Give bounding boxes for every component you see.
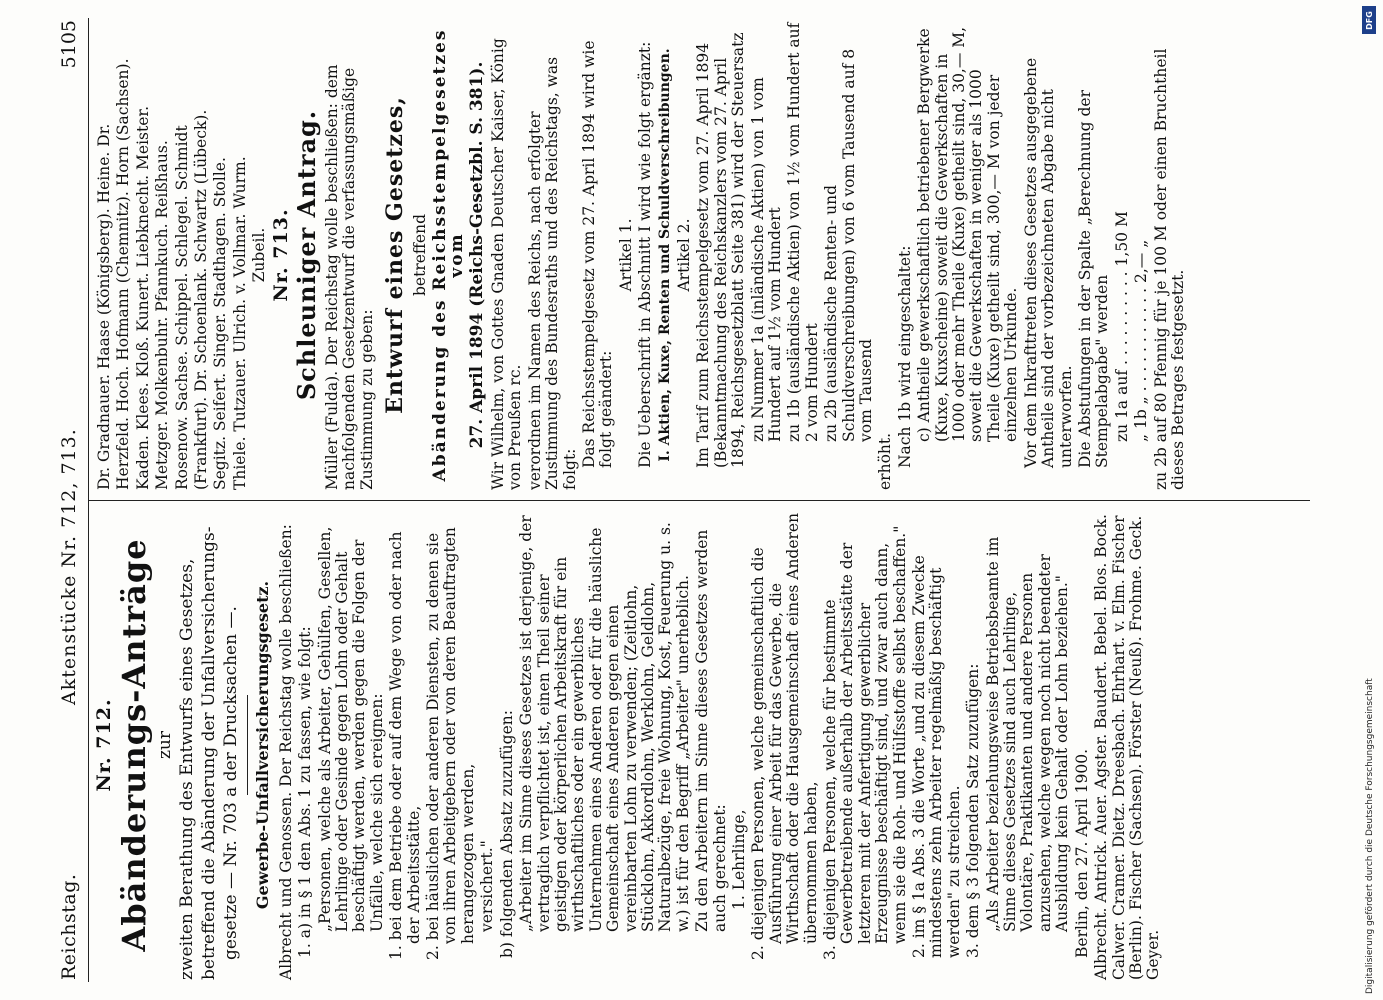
paragraph-1b: b) folgenden Absatz zuzufügen:: [497, 710, 516, 958]
vor-dem-line: Vor dem Inkrafttreten dieses Gesetzes ausgegebene Antheile sind der vorbezeichneten Abgabe nicht unterworfen.: [1021, 57, 1075, 468]
signatories-712: Albrecht. Antrick. Auer. Agster. Baudert. Bebel. Blos. Bock. Calwer. Cramer. Dietz. Dreesbach. Ehrhart. v. Elm. Fischer (Berlin). Fischer (Sachsen). Förster (Neuß). Frohme. Geck. Geyer.: [1092, 514, 1163, 980]
digitization-credit: Digitalisierung gefördert durch die Deutsche Forschungsgemeinschaft: [1365, 678, 1375, 994]
amendment-title: Abänderungs-Anträge: [115, 538, 154, 952]
motion-intro: Albrecht und Genossen. Der Reichstag wolle beschließen:: [276, 524, 295, 980]
dfg-logo: [1362, 6, 1376, 34]
muller-intro: Müller (Fulda). Der Reichstag wolle beschließen: dem nachfolgenden Gesetzentwurf die verfassungsmäßige Zustimmung zu geben:: [323, 64, 376, 490]
title-rule: [247, 695, 248, 795]
paragraph-3-text: „Als Arbeiter beziehungsweise Betriebsbeamte im Sinne dieses Gesetzes sind auch Lehrlinge, Volontäre, Praktikanten und andere Personen anzusehen, welche wegen noch nicht beendeter Ausbildung kein Gehalt oder Lohn beziehen.": [983, 536, 1072, 932]
names-line-7: Segitz. Seifert. Singer. Stadthagen. Stolle.: [211, 157, 230, 490]
column-divider: [88, 500, 1310, 501]
names-line-4: Metzger. Molkenbuhr. Pfannkuch. Reißhaus.: [153, 140, 172, 490]
artikel-2-item-3: zu 2b (ausländische Renten- und Schuldverschreibungen) von 6 vom Tausend auf 8 vom Tausend: [822, 48, 876, 442]
paragraph-1b-item3: 3. diejenigen Personen, welche für bestimmte Gewerbetreibende außerhalb der Arbeitsstätte der letzteren mit der Anfertigung gewerblicher Erzeugnisse beschäftigt sind, und zwar auch dann, wenn sie die Roh- und Hülfsstoffe selbst beschaffen.": [821, 525, 909, 960]
doc-number-712: Nr. 712.: [93, 698, 115, 792]
names-line-9: Zubeil.: [250, 227, 269, 283]
names-line-1: Dr. Gradnauer. Haase (Königsberg). Heine. Dr.: [95, 123, 113, 490]
paragraph-1a-end: versichert.": [478, 840, 497, 932]
zur-label: zur: [155, 730, 176, 760]
page-number: 5105: [58, 20, 80, 69]
artikel-1-heading: Artikel 1.: [616, 218, 635, 292]
header-middle: Aktenstücke Nr. 712, 713.: [58, 428, 80, 705]
header-left: Reichstag.: [58, 873, 80, 980]
draft-law-title: Entwurf eines Gesetzes,: [382, 96, 409, 414]
betreffend-label: betreffend: [411, 214, 430, 296]
urgent-motion-title: Schleuniger Antrag.: [292, 109, 322, 401]
section-heading: Gewerbe-Unfallversicherungsgesetz.: [253, 580, 273, 910]
rate-1b: „ 1b „ . . . . . . . . . . . 2,— „: [1132, 239, 1151, 442]
das-gesetz-line: Das Reichsstempelgesetz vom 27. April 1894 wird wie folgt geändert:: [579, 40, 616, 468]
rate-1a: zu 1a auf . . . . . . . . . . 1,50 M: [1112, 211, 1131, 442]
paragraph-1a-text: „Personen, welche als Arbeiter, Gehülfen, Gesellen, Lehrlinge oder Gesinde gegen Lohn oder Gehalt beschäftigt werden, werden gegen die Folgen der Unfälle, welche sich ereignen:: [315, 526, 386, 932]
subtitle-line-2: betreffend die Abänderung der Unfallversicherungs-: [199, 526, 220, 980]
paragraph-1b-item1: 1. Lehrlinge,: [729, 809, 748, 910]
page-header: [58, 20, 82, 980]
names-line-6: (Frankfurt). Dr. Schoenlank. Schwartz (Lübeck).: [192, 109, 211, 490]
wilhelm-line: Wir Wilhelm, von Gottes Gnaden Deutscher Kaiser, König von Preußen rc.: [488, 38, 525, 490]
verordnen-line: verordnen im Namen des Reichs, nach erfolgter Zustimmung des Bundesraths und des Reichstags, was folgt:: [525, 56, 579, 490]
amend-title-2: 27. April 1894 (Reichs-Gesetzbl. S. 381).: [466, 61, 487, 449]
paragraph-1a-item2: 2. bei häuslichen oder anderen Diensten, zu denen sie von ihren Arbeitgebern oder von deren Beauftragten herangezogen werden,: [424, 527, 477, 960]
subtitle-line-3: gesetze — Nr. 703 a der Drucksachen —.: [221, 606, 242, 960]
artikel-2-item-2: zu 1b (ausländische Aktien) von 1½ vom Hundert auf 2 vom Hundert: [785, 22, 821, 442]
amend-title-1: Abänderung des Reichsstempelgesetzes vom: [429, 28, 468, 482]
artikel-1-head: I. Aktien, Kuxe, Renten und Schuldverschreibungen.: [656, 48, 673, 462]
doc-number-713: Nr. 713.: [269, 208, 292, 302]
paragraph-2: 2. im § 1a Abs. 3 die Worte „und zu diesem Zwecke mindestens zehn Arbeiter regelmäßig beschäftigt werden" zu streichen.: [910, 555, 963, 958]
subtitle-line-1: zweiten Berathung des Entwurfs eines Gesetzes,: [177, 558, 198, 980]
names-line-3: Kaden. Klees. Kloß. Kunert. Liebknecht. Meister.: [133, 105, 152, 490]
right-column: [96, 20, 1189, 490]
paragraph-1a: 1. a) in § 1 den Abs. 1 zu fassen, wie folgt:: [296, 626, 315, 958]
date-line: Berlin, den 27. April 1900.: [1072, 748, 1091, 958]
item-c: c) Antheile gewerkschaftlich betriebener Bergwerke (Kuxe, Kuxscheine) soweit die Gewerkschaften in 1000 oder mehr Theile (Kuxe) getheilt sind, 30,— M, soweit die Gewerkschaften in weniger als 1000 Theile (Kuxe) getheilt sind, 300,— M von jeder einzelnen Urkunde.: [915, 26, 1021, 442]
erhoeht-line: erhöht.: [876, 432, 895, 490]
names-line-5: Rosenow. Sachse. Schippel. Schlegel. Schmidt: [172, 125, 191, 490]
paragraph-1b-also: Zu den Arbeitern im Sinne dieses Gesetzes werden auch gerechnet:: [693, 529, 729, 932]
paragraph-1b-item2: 2. diejenigen Personen, welche gemeinschaftlich die Ausführung einer Arbeit für das Gewerbe, die Wirthschaft oder die Hausgemeinschaft eines Anderen übernommen haben,: [749, 512, 820, 960]
aufschrift-line: Die Abstufungen in der Spalte „Berechnung der Stempelabgabe" werden: [1075, 90, 1112, 468]
names-line-2: Herzfeld. Hoch. Hofmann (Chemnitz). Horn (Sachsen).: [114, 58, 133, 490]
paragraph-3: 3. dem § 3 folgenden Satz zuzufügen:: [964, 663, 983, 958]
artikel-2-heading: Artikel 2.: [674, 218, 693, 292]
paragraph-1b-text: „Arbeiter im Sinne dieses Gesetzes ist derjenige, der vertraglich verpflichtet ist, einen Theil seiner geistigen oder körperlichen Arbeitskraft für ein wirthschaftliches oder ein gewerbliches Unternehmen eines Anderen oder für die häusliche Gemeinschaft eines Anderen gegen einen vereinbarten Lohn zu verwenden; (Zeitlohn, Stücklohn, Akkordlohn, Werklohn, Geldlohn, Naturalbezüge, freie Wohnung, Kost, Feuerung u. s. w.) ist für den Begriff „Arbeiter" unerheblich.: [517, 515, 692, 932]
artikel-2-text: Im Tarif zum Reichsstempelgesetz vom 27. April 1894 (Bekanntmachung des Reichskanzlers vom 27. April 1894, Reichsgesetzblatt Seite 381) wird der Steuersatz: [694, 32, 748, 468]
rate-2b: zu 2b auf 80 Pfennig für je 100 M oder einen Bruchtheil dieses Betrages festgesetzt.: [1151, 48, 1187, 490]
names-line-8: Thiele. Tutzauer. Ulrich. v. Vollmar. Wurm.: [230, 156, 249, 490]
left-column: [93, 510, 1165, 980]
dfg-logo-text: DFG: [1364, 10, 1374, 30]
artikel-1-text: Die Ueberschrift in Abschnitt I wird wie folgt ergänzt:: [636, 41, 655, 468]
paragraph-1a-item1: 1. bei dem Betriebe oder auf dem Wege von oder nach der Arbeitsstätte,: [387, 531, 423, 960]
artikel-2-item-1: zu Nummer 1a (inländische Aktien) von 1 vom Hundert auf 1½ vom Hundert: [748, 77, 784, 442]
nach-1b-line: Nach 1b wird eingeschaltet:: [895, 245, 914, 468]
